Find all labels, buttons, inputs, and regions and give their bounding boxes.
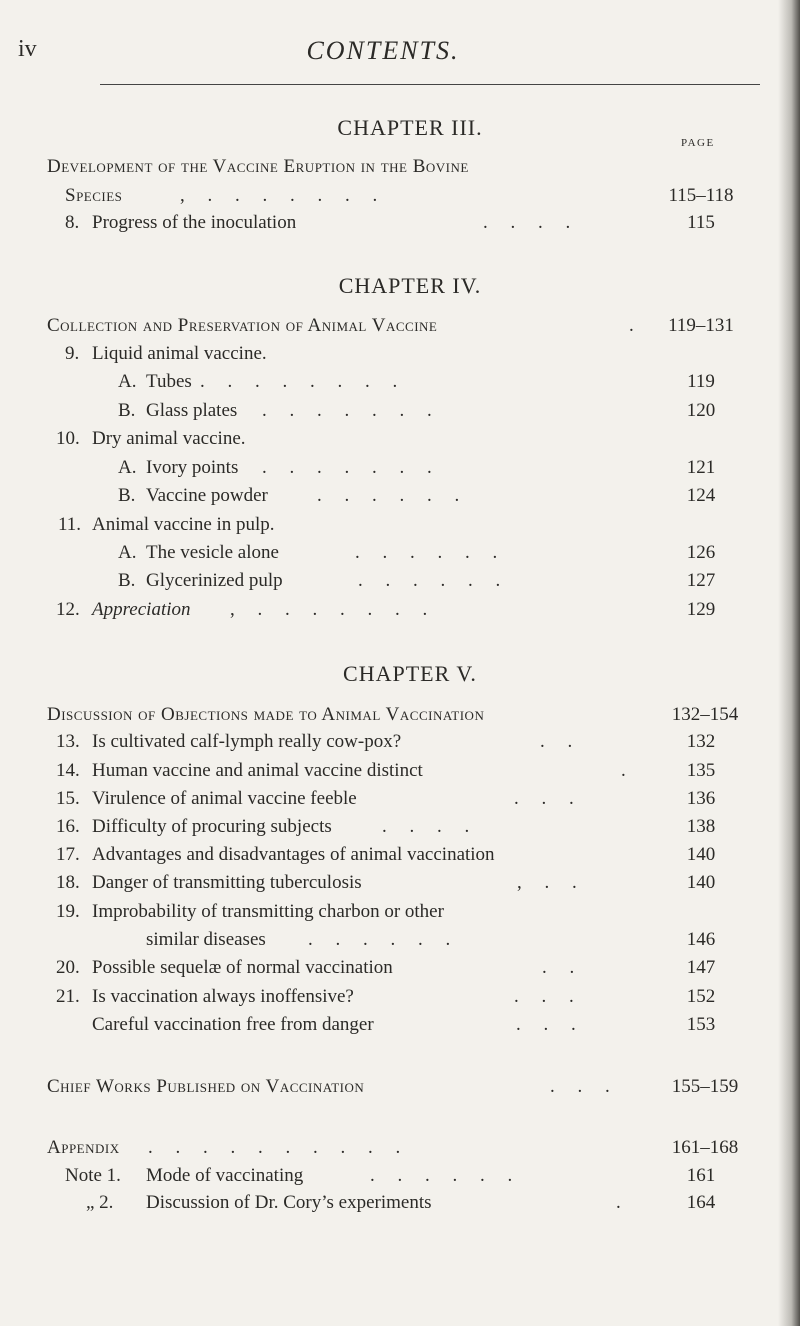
leader-dots: , . . [517, 872, 586, 893]
leader-dots: . . . [516, 1014, 585, 1035]
entry-number: 19. [56, 901, 80, 922]
entry-text: Vaccine powder [146, 485, 268, 506]
section-title: Discussion of Objections made to Animal Vaccination [47, 704, 485, 725]
entry-text: Danger of transmitting tuberculosis [92, 872, 362, 893]
entry-number: 16. [56, 816, 80, 837]
entry-11a [0, 538, 800, 568]
entry-10b [0, 481, 800, 511]
leader-dots: . [629, 315, 643, 336]
entry-17 [0, 840, 800, 870]
section-line [0, 700, 800, 730]
chief-works-line [0, 1072, 800, 1102]
page-column-label: PAGE [681, 137, 715, 149]
entry-text: Animal vaccine in pulp. [92, 514, 275, 535]
entry-page: 136 [686, 788, 716, 809]
entry-number: 15. [56, 788, 80, 809]
entry-page: 161 [686, 1165, 716, 1186]
entry-page: 120 [686, 400, 716, 421]
section-title: Chief Works Published on Vaccination [47, 1076, 365, 1097]
entry-number: 18. [56, 872, 80, 893]
entry-18 [0, 868, 800, 898]
chapter-3-heading: CHAPTER III. [337, 115, 483, 140]
entry-16 [0, 812, 800, 842]
entry-number: 8. [65, 212, 80, 233]
entry-page: 153 [686, 1014, 716, 1035]
entry-page: 152 [686, 986, 716, 1007]
entry-number: 11. [58, 514, 82, 535]
leader-dots: . . . [550, 1076, 619, 1097]
entry-text: Careful vaccination free from danger [92, 1014, 374, 1035]
entry-number: 12. [56, 599, 80, 620]
entry-15 [0, 784, 800, 814]
entry-number: B. [118, 485, 136, 506]
entry-text: Difficulty of procuring subjects [92, 816, 332, 837]
section-line-2 [0, 181, 800, 211]
entry-page: 115 [687, 212, 715, 233]
entry-14 [0, 756, 800, 786]
appendix-line [0, 1133, 800, 1163]
leader-dots: . . . . . . [355, 542, 507, 563]
entry-page: 121 [686, 457, 716, 478]
leader-dots: . . . . . . [358, 570, 510, 591]
entry-text: Mode of vaccinating [146, 1165, 304, 1186]
entry-20 [0, 953, 800, 983]
entry-11 [0, 510, 800, 540]
section-title: Development of the Vaccine Eruption in the Bovine [47, 156, 469, 177]
appendix-note-2 [0, 1188, 800, 1218]
entry-10a [0, 453, 800, 483]
page-title: CONTENTS. [306, 36, 460, 65]
entry-page: 140 [686, 844, 716, 865]
leader-dots: . [616, 1192, 630, 1213]
page-range: 161–168 [671, 1137, 739, 1158]
entry-text: Virulence of animal vaccine feeble [92, 788, 357, 809]
leader-dots: . . [540, 731, 582, 752]
leader-dots: . . . . . . [308, 929, 460, 950]
page-range: 115–118 [668, 185, 734, 206]
entry-8 [0, 208, 800, 238]
appendix-note-1 [0, 1161, 800, 1191]
entry-text: Possible sequelæ of normal vaccination [92, 957, 393, 978]
chapter-5-heading: CHAPTER V. [343, 661, 477, 686]
chapter-4-heading: CHAPTER IV. [338, 273, 482, 298]
entry-number: 17. [56, 844, 80, 865]
entry-page: 140 [686, 872, 716, 893]
entry-text: Human vaccine and animal vaccine distinct [92, 760, 423, 781]
entry-text: similar diseases [146, 929, 266, 950]
entry-page: 124 [686, 485, 716, 506]
entry-page: 132 [686, 731, 716, 752]
entry-text: Discussion of Dr. Cory’s experiments [146, 1192, 432, 1213]
entry-number: 20. [56, 957, 80, 978]
page-number: iv [18, 36, 37, 62]
entry-11b [0, 566, 800, 596]
entry-number: 13. [56, 731, 80, 752]
entry-number: B. [118, 570, 136, 591]
entry-number: 10. [56, 428, 80, 449]
entry-number: A. [118, 457, 137, 478]
entry-12 [0, 595, 800, 625]
entry-page: 146 [686, 929, 716, 950]
entry-page: 127 [686, 570, 716, 591]
entry-19 [0, 897, 800, 927]
entry-page: 138 [686, 816, 716, 837]
entry-page: 147 [686, 957, 716, 978]
entry-text: Progress of the inoculation [92, 212, 297, 233]
entry-page: 164 [686, 1192, 716, 1213]
leader-dots: . . . . . . . . [200, 371, 407, 392]
entry-text: Is cultivated calf-lymph really cow-pox? [92, 731, 402, 752]
entry-text: Appreciation [92, 599, 191, 620]
leader-dots: . . . . . . [317, 485, 469, 506]
entry-9 [0, 339, 800, 369]
entry-text: Liquid animal vaccine. [92, 343, 267, 364]
entry-text: Improbability of transmitting charbon or other [92, 901, 444, 922]
entry-page: 129 [686, 599, 716, 620]
leader-dots: . . . . . . . . . . [148, 1137, 410, 1158]
entry-19-cont [0, 925, 800, 955]
entry-text: Glycerinized pulp [146, 570, 283, 591]
entry-number: 14. [56, 760, 80, 781]
page-range: 155–159 [671, 1076, 739, 1097]
entry-13 [0, 727, 800, 757]
leader-dots: . . . . [382, 816, 479, 837]
entry-number: „ 2. [86, 1192, 114, 1213]
section-line [0, 311, 800, 341]
leader-dots: . . . . . . . [262, 400, 441, 421]
entry-text: Is vaccination always inoffensive? [92, 986, 354, 1007]
entry-page: 119 [687, 371, 715, 392]
entry-text: Tubes [146, 371, 192, 392]
entry-21-cont [0, 1010, 800, 1040]
entry-number: 9. [65, 343, 80, 364]
leader-dots: , . . . . . . . [230, 599, 437, 620]
entry-text: Glass plates [146, 400, 238, 421]
entry-text: Dry animal vaccine. [92, 428, 246, 449]
leader-dots: . [621, 760, 635, 781]
entry-9a [0, 367, 800, 397]
entry-21 [0, 982, 800, 1012]
page-range: 119–131 [668, 315, 734, 336]
leader-dots: , . . . . . . . [180, 185, 387, 206]
page-range: 132–154 [671, 704, 739, 725]
entry-10 [0, 424, 800, 454]
leader-dots: . . . . [483, 212, 580, 233]
entry-text: The vesicle alone [146, 542, 279, 563]
entry-number: A. [118, 542, 137, 563]
leader-dots: . . . . . . [370, 1165, 522, 1186]
entry-number: A. [118, 371, 137, 392]
section-title: Species [65, 185, 123, 206]
entry-text: Ivory points [146, 457, 239, 478]
running-head [18, 36, 748, 76]
entry-number: Note 1. [65, 1165, 121, 1186]
entry-9b [0, 396, 800, 426]
section-title: Appendix [47, 1137, 120, 1158]
entry-page: 135 [686, 760, 716, 781]
entry-page: 126 [686, 542, 716, 563]
entry-number: B. [118, 400, 136, 421]
leader-dots: . . . . . . . [262, 457, 441, 478]
entry-text: Advantages and disadvantages of animal vaccination [92, 844, 495, 865]
leader-dots: . . . [514, 788, 583, 809]
header-rule [100, 84, 760, 85]
leader-dots: . . [542, 957, 584, 978]
leader-dots: . . . [514, 986, 583, 1007]
section-title: Collection and Preservation of Animal Vaccine [47, 315, 438, 336]
entry-number: 21. [56, 986, 80, 1007]
section-line-1 [0, 152, 800, 182]
